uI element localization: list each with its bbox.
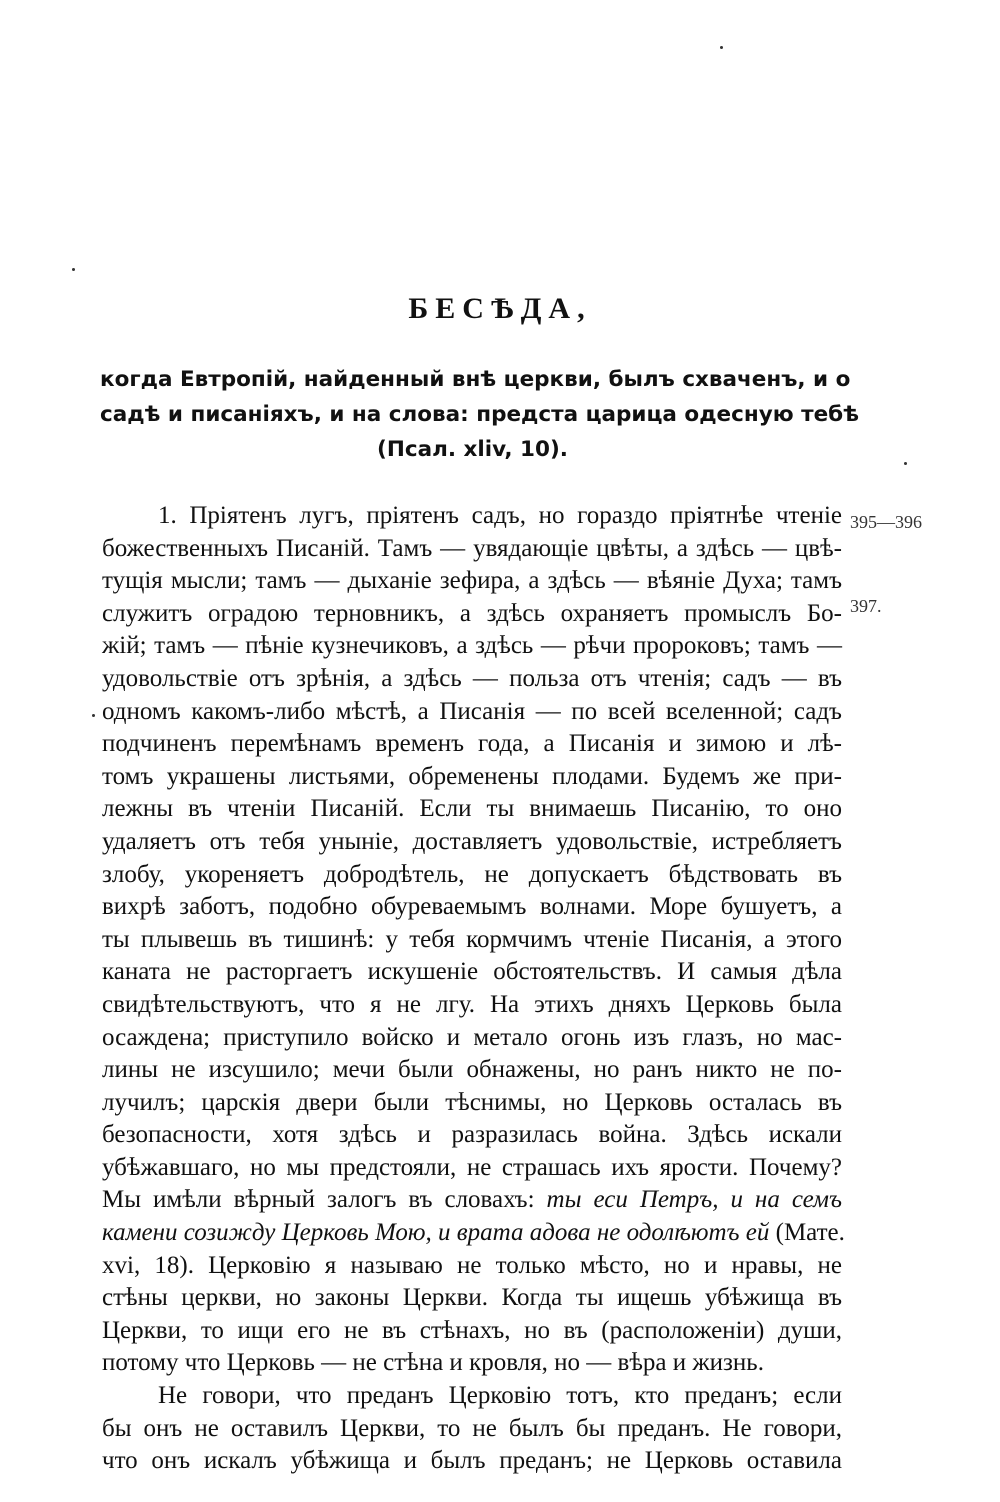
scripture-quote: ты еси Петръ, и на семъ [546, 1186, 842, 1214]
text-line: служитъ оградою терновникъ, а здѣсь охраняетъ промыслъ Бо- [102, 599, 842, 627]
subtitle-line: когда Евтропій, найденный внѣ церкви, былъ схваченъ, и о [100, 367, 851, 392]
text-line: что онъ искалъ убѣжища и былъ преданъ; не Церковь оставила [102, 1447, 842, 1475]
text-line: 1. Пріятенъ лугъ, пріятенъ садъ, но гораздо пріятнѣе чтеніе [158, 502, 842, 529]
text-line: лежны въ чтеніи Писаній. Если ты внимаешь Писанію, то оно [102, 795, 842, 823]
text-line: свидѣтельствуютъ, что я не лгу. На этихъ дняхъ Церковь была [102, 990, 842, 1018]
text-line: тущія мысли; тамъ — дыханіе зефира, а здѣсь — вѣяніе Духа; тамъ [102, 567, 842, 595]
subtitle-line: (Псал. xliv, 10). [377, 437, 568, 462]
page-title: БЕСѢДА, [408, 292, 592, 325]
text-line: удаляетъ отъ тебя уныніе, доставляетъ удовольствіе, истребляетъ [102, 827, 842, 855]
text-line: осаждена; приступило войско и метало огонь изъ глазъ, но мас- [102, 1023, 842, 1051]
text-line: бы онъ не оставилъ Церкви, то не былъ бы преданъ. Не говори, [102, 1414, 842, 1442]
text-line: удовольствіе отъ зрѣнія, а здѣсь — польза отъ чтенія; садъ — въ [102, 664, 842, 692]
text-line: безопасности, хотя здѣсь и разразилась война. Здѣсь искали [102, 1121, 842, 1149]
scan-speck [720, 46, 723, 49]
text-line: убѣжавшаго, но мы предстояли, не страшась ихъ ярости. Почему? [102, 1153, 842, 1181]
text-line: стѣны церкви, но законы Церкви. Когда ты ищешь убѣжища въ [102, 1284, 842, 1312]
scan-speck [904, 462, 907, 465]
text-line: вихрѣ заботъ, подобно обуреваемымъ волнами. Море бушуетъ, а [102, 893, 842, 921]
text-line [102, 1184, 842, 1217]
text-line: злобу, укореняетъ добродѣтель, не допускаетъ бѣдствовать въ [102, 860, 842, 888]
scan-speck [72, 268, 75, 271]
text-line: томъ украшены листьями, обременены плодами. Будемъ же при- [102, 762, 842, 790]
scripture-quote: камени созижду Церковь Мою, и врата адова не одолѣютъ ей [102, 1219, 770, 1247]
text-line: подчиненъ перемѣнамъ временъ года, а Писанія и зимою и лѣ- [102, 730, 842, 758]
text-line: потому что Церковь — не стѣна и кровля, но — вѣра и жизнь. [102, 1349, 764, 1377]
body-text [102, 500, 845, 1478]
subtitle-line: садѣ и писаніяхъ, и на слова: предста царица одесную тебѣ [100, 402, 860, 427]
text-line: Церкви, то ищи его не въ стѣнахъ, но въ (расположеніи) души, [102, 1316, 842, 1344]
text-line: одномъ какомъ-либо мѣстѣ, а Писанія — по всей вселенной; садъ [102, 697, 842, 725]
text-line: божественныхъ Писаній. Тамъ — увядающіе цвѣты, а здѣсь — цвѣ- [102, 534, 842, 562]
text-segment: Мы имѣли вѣрный залогъ въ словахъ: [102, 1186, 547, 1214]
text-line: xvi, 18). Церковію я называю не только мѣсто, но и нравы, не [102, 1251, 842, 1279]
text-line: каната не расторгаетъ искушеніе обстоятельствъ. И самыя дѣла [102, 958, 842, 986]
scan-speck [92, 714, 95, 717]
margin-page-reference: 395—396 [850, 512, 922, 532]
text-line: лины не изсушило; мечи были обнажены, но ранъ никто не по- [102, 1056, 842, 1084]
text-line: жій; тамъ — пѣніе кузнечиковъ, а здѣсь — рѣчи пророковъ; тамъ — [102, 632, 842, 660]
sermon-subtitle [100, 362, 860, 467]
text-line [102, 1217, 845, 1250]
text-line: лучилъ; царскія двери были тѣснимы, но Церковь осталась въ [102, 1088, 842, 1116]
text-segment: (Мате. [769, 1219, 845, 1247]
text-line: Не говори, что преданъ Церковію тотъ, кто преданъ; если [158, 1382, 842, 1410]
margin-page-reference: 397. [850, 596, 882, 616]
text-line: ты плывешь въ тишинѣ: у тебя кормчимъ чтеніе Писанія, а этого [102, 925, 842, 953]
